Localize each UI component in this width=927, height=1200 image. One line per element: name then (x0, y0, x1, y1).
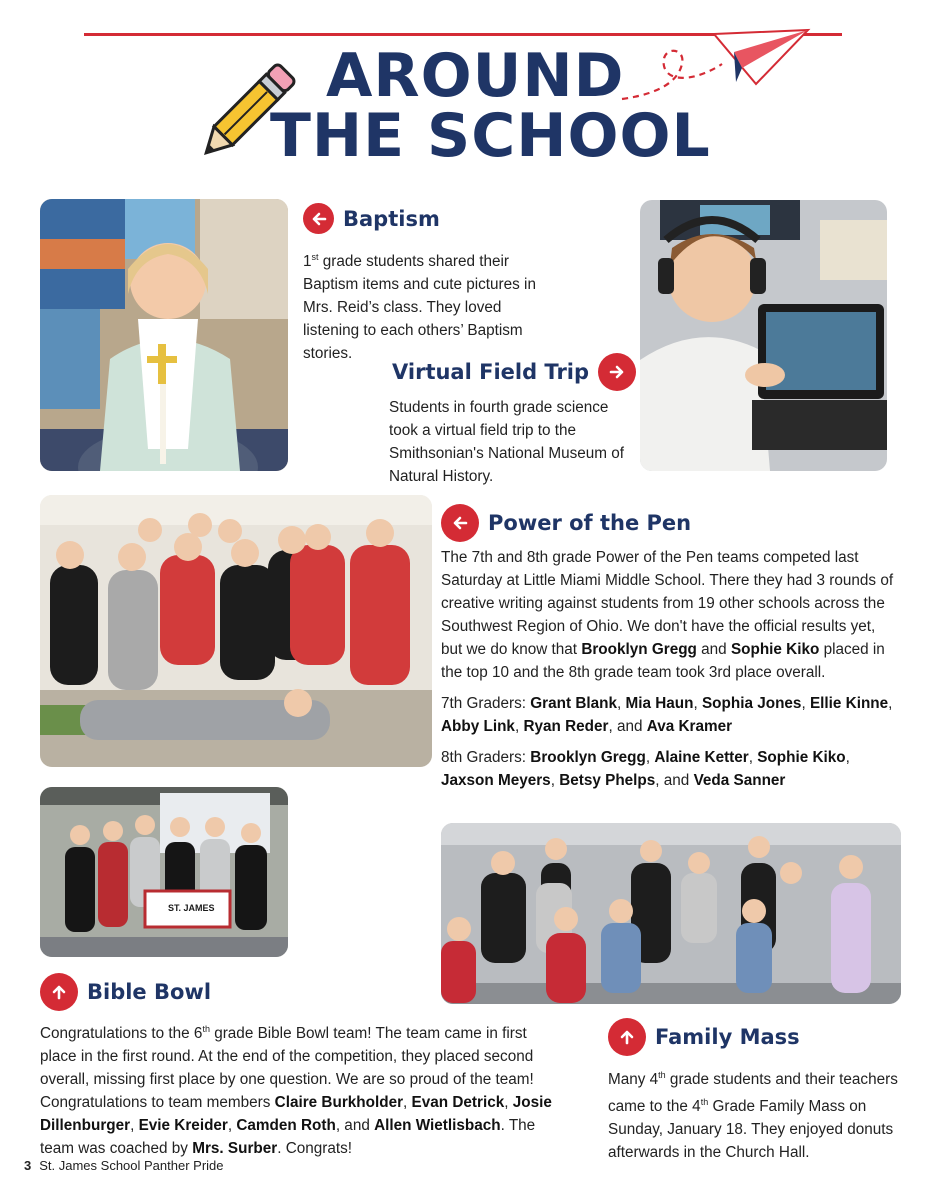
family-mass-text: Many 4th grade students and their teachers came to the 4th Grade Family Mass on Sunday, January 18. They enjoyed donuts afterwards in the Church Hall. (608, 1070, 898, 1162)
publication-name: St. James School Panther Pride (39, 1158, 224, 1173)
baptism-photo (40, 199, 288, 471)
bible-bowl-header (40, 973, 211, 1011)
field-trip-title: Virtual Field Trip (392, 360, 590, 384)
field-trip-header (392, 353, 636, 391)
pen-paragraph: The 7th and 8th grade Power of the Pen teams competed last Saturday at Little Miami Middle School. There they had 3 rounds of creative writing against students from 19 other schools across the Southwest Region of Ohio. We don't have the official results yet, but we do know that Brooklyn Gregg and Sophie Kiko placed in the top 10 and the 8th grade team took 3rd place overall. (441, 549, 894, 681)
arrow-right-icon (598, 353, 636, 391)
page-number: 3 (24, 1158, 32, 1173)
power-of-the-pen-photo (40, 495, 432, 767)
family-mass-title: Family Mass (655, 1025, 800, 1049)
family-mass-photo (441, 823, 901, 1004)
paper-plane-icon (618, 24, 818, 114)
bible-bowl-title: Bible Bowl (87, 980, 212, 1004)
baptism-header (303, 203, 440, 234)
st-james-banner: ST. JAMES (168, 903, 215, 913)
power-of-the-pen-title: Power of the Pen (488, 511, 692, 535)
arrow-up-icon (608, 1018, 646, 1056)
eighth-graders-list: 8th Graders: Brooklyn Gregg, Alaine Ketter, Sophie Kiko, Jaxson Meyers, Betsy Phelps, and Veda Sanner (441, 749, 850, 789)
bible-bowl-text: Congratulations to the 6th grade Bible Bowl team! The team came in first place in the first round. At the end of the competition, they placed second overall, missing first place by one question. We are so proud of the team! Congratulations to team members Claire Burkholder, Evan Detrick, Josie Dillenburger, Evie Kreider, Camden Roth, and Allen Wietlisbach. The team was coached by Mrs. Surber. Congrats! (40, 1024, 552, 1158)
field-trip-text: Students in fourth grade science took a virtual field trip to the Smithsonian's National Museum of Natural History. (389, 399, 625, 485)
page-title-line1: AROUND (326, 41, 625, 111)
baptism-text: 1st grade students shared their Baptism items and cute pictures in Mrs. Reid’s class. They loved listening to each others’ Baptism stories. (303, 252, 536, 363)
power-of-the-pen-header (441, 504, 691, 542)
page-footer (24, 1158, 224, 1173)
baptism-title: Baptism (343, 206, 440, 231)
power-of-the-pen-text (441, 546, 896, 792)
arrow-left-icon (441, 504, 479, 542)
arrow-up-icon (40, 973, 78, 1011)
page-title-line2: THE SCHOOL (270, 101, 711, 171)
bible-bowl-photo (40, 787, 288, 957)
arrow-left-icon (303, 203, 334, 234)
family-mass-header (608, 1018, 800, 1056)
field-trip-photo (640, 200, 887, 471)
seventh-graders-list: 7th Graders: Grant Blank, Mia Haun, Sophia Jones, Ellie Kinne, Abby Link, Ryan Reder, and Ava Kramer (441, 695, 893, 735)
